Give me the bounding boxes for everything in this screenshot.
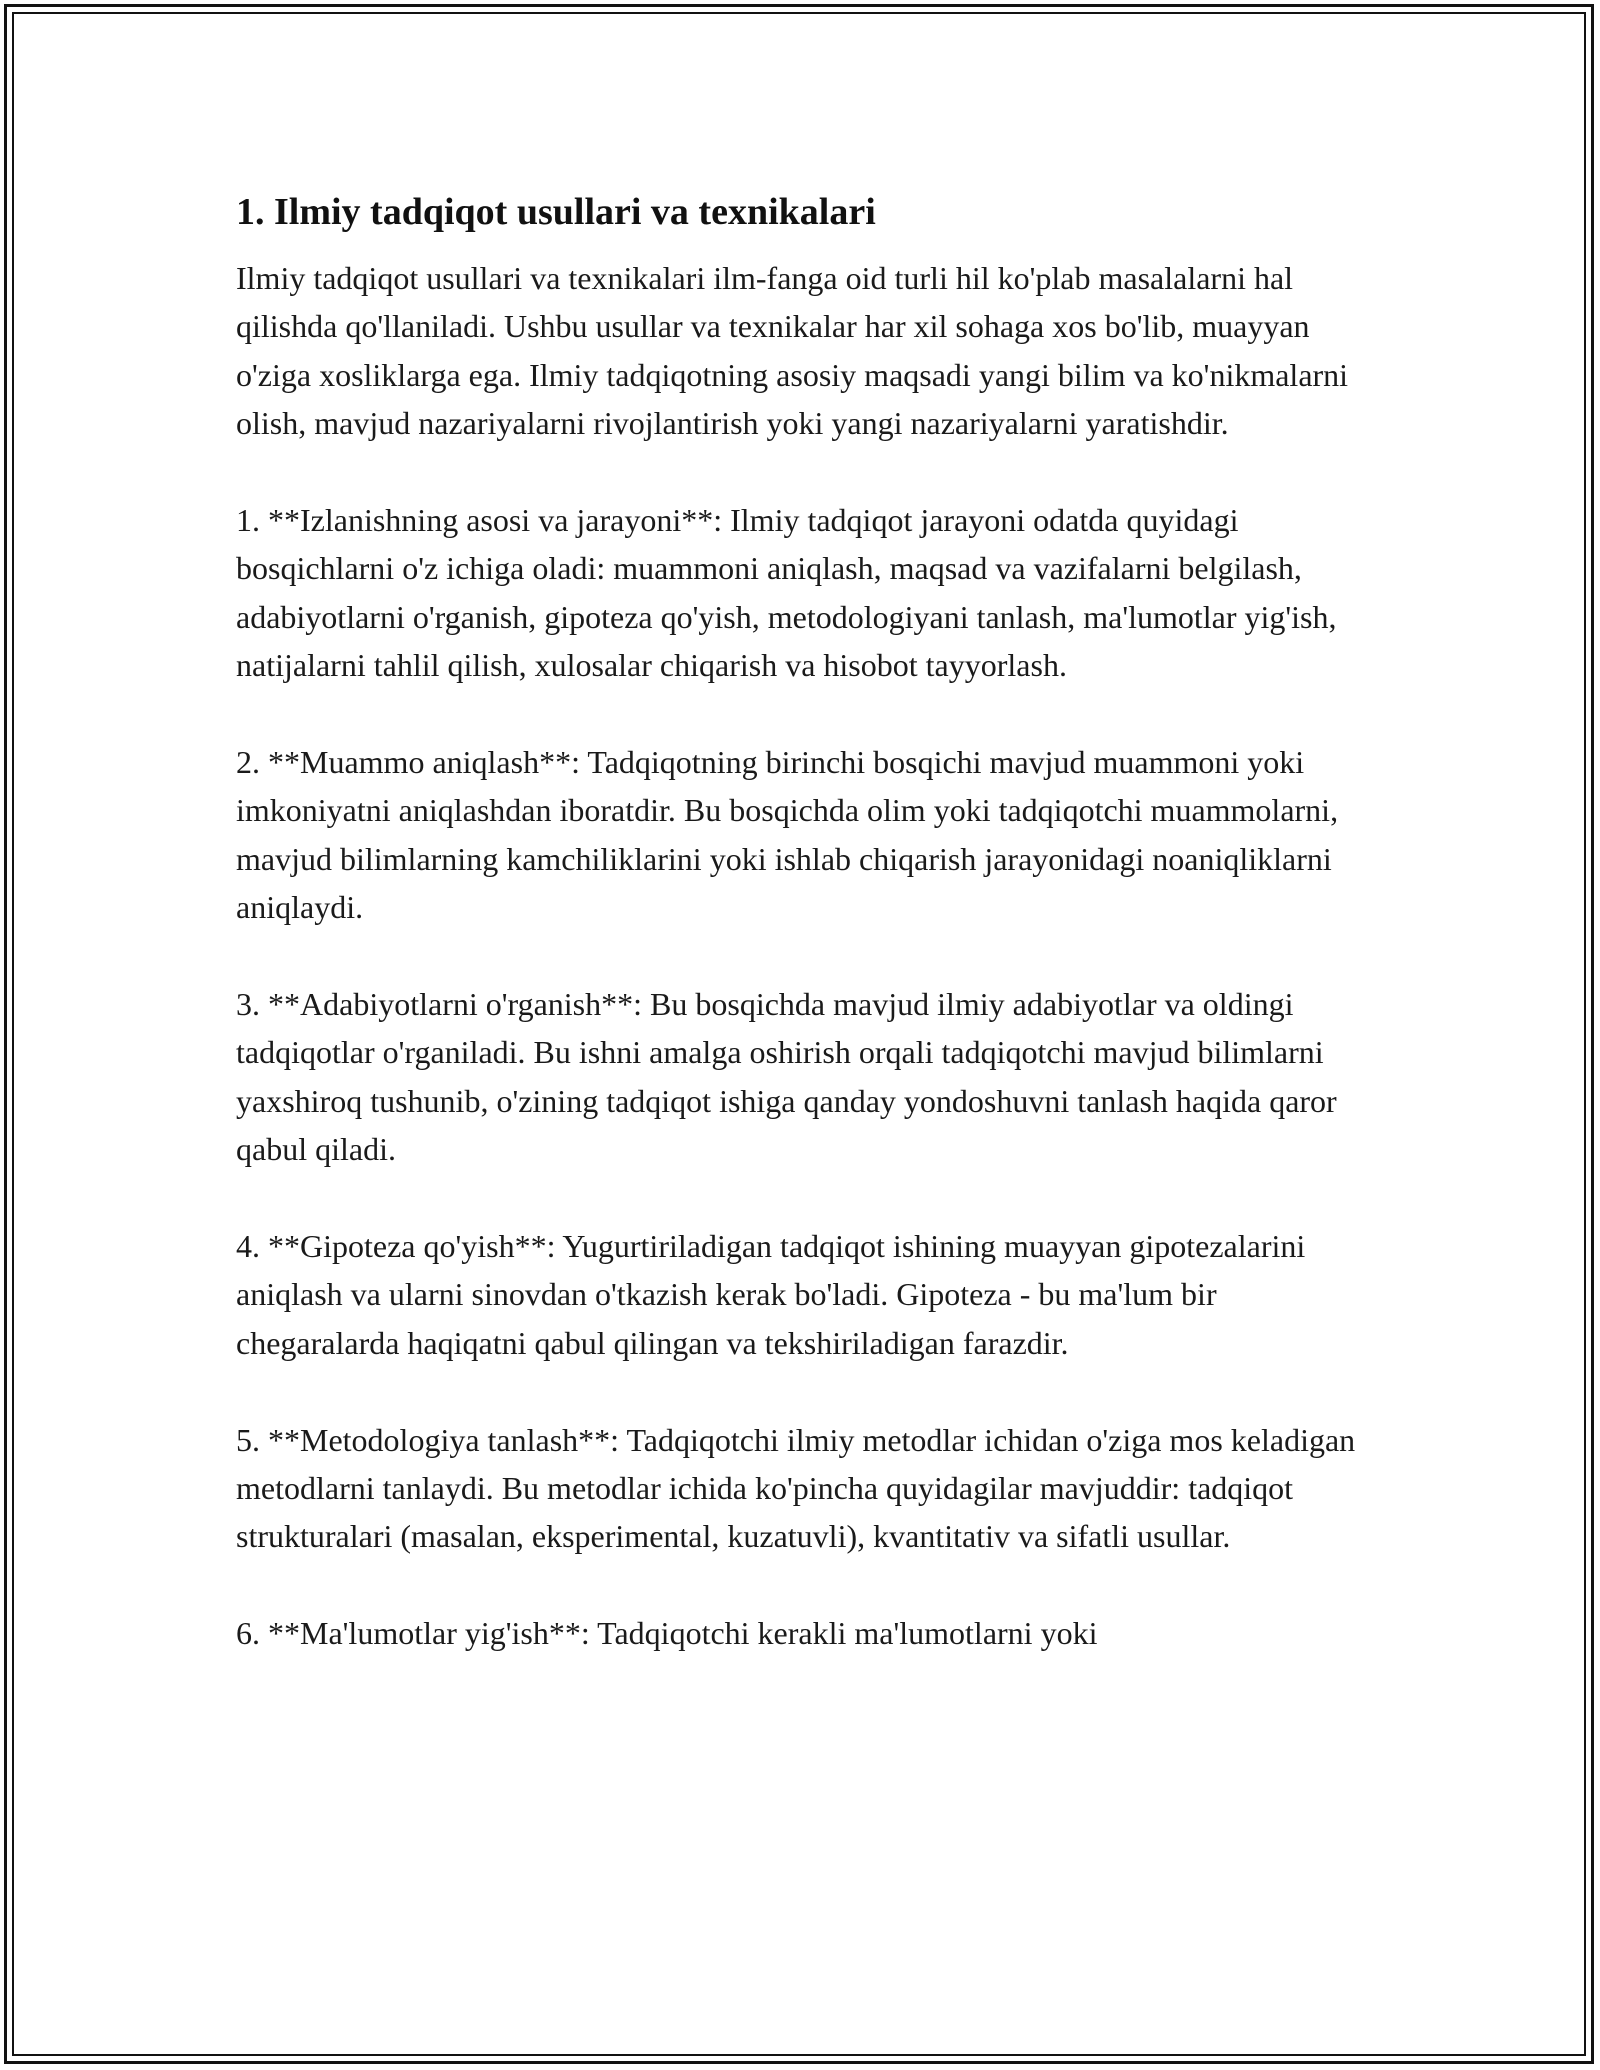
document-body — [236, 186, 1366, 1706]
paragraph-intro: Ilmiy tadqiqot usullari va texnikalari ilm-fanga oid turli hil ko'plab masalalarni hal qilishda qo'llaniladi. Ushbu usullar va texnikalar har xil sohaga xos bo'lib, muayyan o'ziga xosliklarga ega. Ilmiy tadqiqotning asosiy maqsadi yangi bilim va ko'nikmalarni olish, mavjud nazariyalarni rivojlantirish yoki yangi nazariyalarni yaratishdir. — [236, 260, 1349, 442]
paragraph-item-4: 4. **Gipoteza qo'yish**: Yugurtiriladigan tadqiqot ishining muayyan gipotezalarini aniqlash va ularni sinovdan o'tkazish kerak bo'ladi. Gipoteza - bu ma'lum bir chegaralarda haqiqatni qabul qilingan va tekshiriladigan farazdir. — [236, 1228, 1306, 1361]
paragraph-item-1: 1. **Izlanishning asosi va jarayoni**: Ilmiy tadqiqot jarayoni odatda quyidagi bosqichlarni o'z ichiga oladi: muammoni aniqlash, maqsad va vazifalarni belgilash, adabiyotlarni o'rganish, gipoteza qo'yish, metodologiyani tanlash, ma'lumotlar yig'ish, natijalarni tahlil qilish, xulosalar chiqarish va hisobot tayyorlash. — [236, 502, 1337, 684]
paragraph-item-2: 2. **Muammo aniqlash**: Tadqiqotning birinchi bosqichi mavjud muammoni yoki imkoniyatni aniqlashdan iboratdir. Bu bosqichda olim yoki tadqiqotchi muammolarni, mavjud bilimlarning kamchiliklarini yoki ishlab chiqarish jarayonidagi noaniqliklarni aniqlaydi. — [236, 744, 1339, 926]
document-title: 1. Ilmiy tadqiqot usullari va texnikalari — [236, 191, 876, 233]
paragraph-item-3: 3. **Adabiyotlarni o'rganish**: Bu bosqichda mavjud ilmiy adabiyotlar va oldingi tadqiqotlar o'rganiladi. Bu ishni amalga oshirish orqali tadqiqotchi mavjud bilimlarni yaxshiroq tushunib, o'zining tadqiqot ishiga qanday yondoshuvni tanlash haqida qaror qabul qiladi. — [236, 986, 1337, 1168]
paragraph-item-5: 5. **Metodologiya tanlash**: Tadqiqotchi ilmiy metodlar ichidan o'ziga mos keladigan metodlarni tanlaydi. Bu metodlar ichida ko'pincha quyidagilar mavjuddir: tadqiqot strukturalari (masalan, eksperimental, kuzatuvli), kvantitativ va sifatli usullar. — [236, 1421, 1356, 1555]
paragraph-item-6: 6. **Ma'lumotlar yig'ish**: Tadqiqotchi kerakli ma'lumotlarni yoki — [236, 1615, 1098, 1652]
